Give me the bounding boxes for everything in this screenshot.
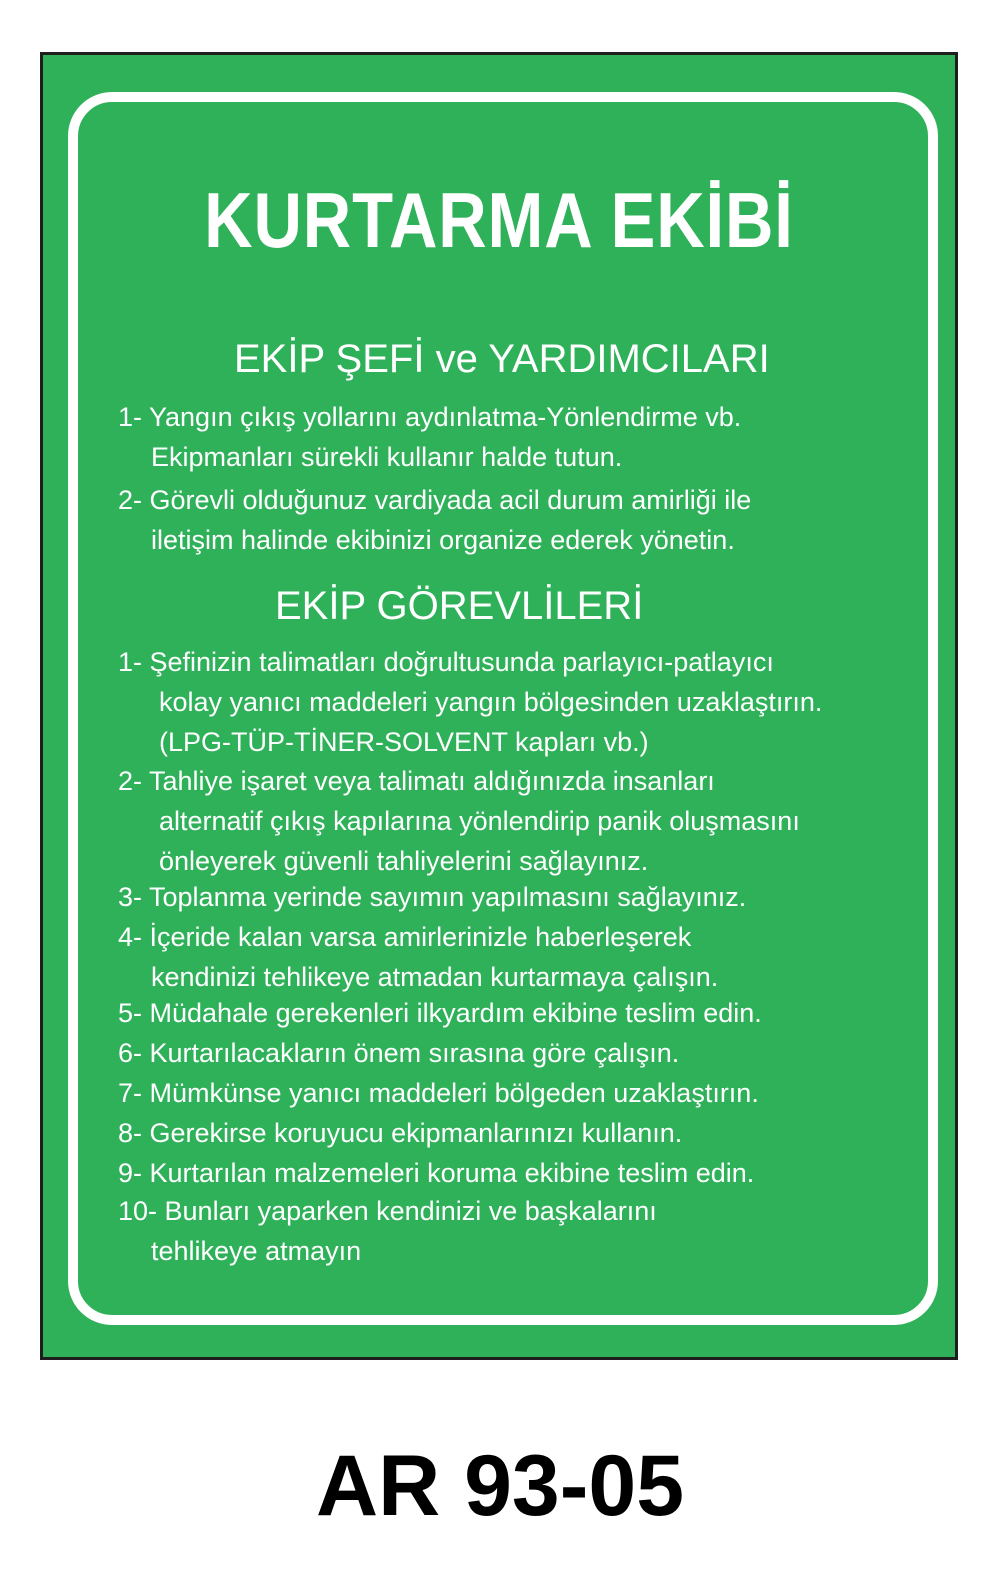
item-line: alternatif çıkış kapılarına yönlendirip panik oluşmasını [159, 806, 800, 836]
list-item [118, 642, 822, 762]
list-item [118, 761, 800, 881]
safety-sign-panel [40, 52, 958, 1360]
item-line: 2- Tahliye işaret veya talimatı aldığınızda insanları [118, 766, 715, 796]
list-item [118, 397, 741, 477]
item-line: iletişim halinde ekibinizi organize ederek yönetin. [151, 525, 735, 555]
product-code: AR 93-05 [315, 1438, 685, 1534]
list-item [118, 1153, 754, 1193]
list-item [118, 1113, 682, 1153]
list-item [118, 1073, 759, 1113]
item-line: 10- Bunları yaparken kendinizi ve başkalarını [118, 1196, 657, 1226]
item-line: 7- Mümkünse yanıcı maddeleri bölgeden uzaklaştırın. [118, 1078, 759, 1108]
item-line: 5- Müdahale gerekenleri ilkyardım ekibine teslim edin. [118, 998, 762, 1028]
list-item [118, 917, 718, 997]
item-line: 8- Gerekirse koruyucu ekipmanlarınızı kullanın. [118, 1118, 683, 1148]
item-line: önleyerek güvenli tahliyelerini sağlayınız. [159, 846, 649, 876]
item-line: 1- Şefinizin talimatları doğrultusunda parlayıcı-patlayıcı [118, 647, 774, 677]
list-item [118, 993, 762, 1033]
list-item [118, 1191, 657, 1271]
item-line: 4- İçeride kalan varsa amirlerinizle haberleşerek [118, 922, 692, 952]
item-line: 9- Kurtarılan malzemeleri koruma ekibine teslim edin. [118, 1158, 755, 1188]
item-line: (LPG-TÜP-TİNER-SOLVENT kapları vb.) [159, 727, 649, 757]
list-item [118, 480, 751, 560]
sign-title: KURTARMA EKİBİ [204, 176, 794, 264]
list-item [118, 1033, 679, 1073]
item-line: tehlikeye atmayın [151, 1236, 362, 1266]
item-line: 1- Yangın çıkış yollarını aydınlatma-Yönlendirme vb. [118, 402, 742, 432]
section-heading-team-leader: EKİP ŞEFİ ve YARDIMCILARI [234, 337, 770, 381]
section-heading-team-members: EKİP GÖREVLİLERİ [275, 584, 644, 628]
list-item [118, 877, 746, 917]
item-line: 3- Toplanma yerinde sayımın yapılmasını sağlayınız. [118, 882, 747, 912]
item-line: 2- Görevli olduğunuz vardiyada acil durum amirliği ile [118, 485, 752, 515]
item-line: kendinizi tehlikeye atmadan kurtarmaya çalışın. [151, 962, 719, 992]
item-line: 6- Kurtarılacakların önem sırasına göre çalışın. [118, 1038, 680, 1068]
item-line: kolay yanıcı maddeleri yangın bölgesinden uzaklaştırın. [159, 687, 823, 717]
item-line: Ekipmanları sürekli kullanır halde tutun. [151, 442, 623, 472]
